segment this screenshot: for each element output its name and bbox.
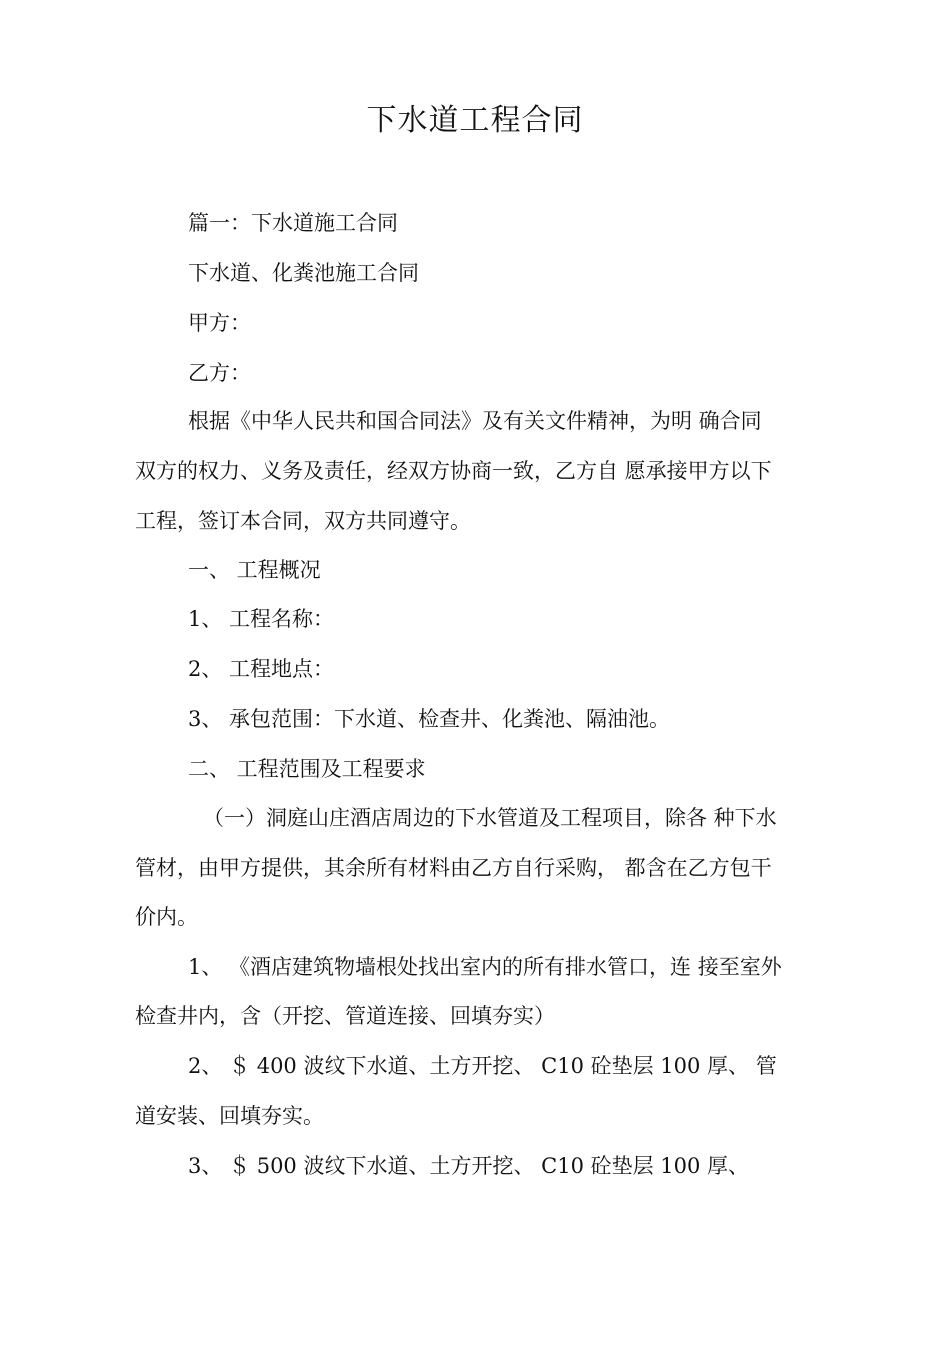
paragraph-line: （一）洞庭山庄酒店周边的下水管道及工程项目，除各 种下水: [203, 806, 777, 830]
section-heading: 二、 工程范围及工程要求: [188, 757, 426, 781]
document-title: 下水道工程合同: [366, 103, 584, 138]
paragraph-line: 道安装、回填夯实。: [135, 1104, 324, 1128]
numbered-item: 2、 ＄ 400 波纹下水道、土方开挖、 C10 砼垫层 100 厚、 管: [188, 1054, 777, 1078]
party-a-line: 甲方：: [188, 311, 251, 335]
paragraph-line: 价内。: [135, 905, 198, 929]
contract-subtitle: 下水道、化粪池施工合同: [188, 261, 419, 285]
paragraph-line: 工程，签订本合同，双方共同遵守。: [135, 509, 471, 533]
party-b-line: 乙方：: [188, 361, 251, 385]
paragraph-line: 管材，由甲方提供，其余所有材料由乙方自行采购， 都含在乙方包干: [135, 856, 772, 880]
section-heading: 篇一：下水道施工合同: [188, 211, 398, 235]
numbered-item: 2、 工程地点：: [188, 657, 335, 681]
numbered-item: 3、 ＄ 500 波纹下水道、土方开挖、 C10 砼垫层 100 厚、: [188, 1154, 750, 1178]
paragraph-line: 双方的权力、义务及责任，经双方协商一致，乙方自 愿承接甲方以下: [135, 459, 772, 483]
numbered-item: 1、 工程名称：: [188, 607, 335, 631]
section-heading: 一、 工程概况: [188, 558, 321, 582]
numbered-item: 3、 承包范围：下水道、检查井、化粪池、隔油池。: [188, 707, 671, 731]
numbered-item: 1、 《酒店建筑物墙根处找出室内的所有排水管口，连 接至室外: [188, 955, 782, 979]
paragraph-line: 根据《中华人民共和国合同法》及有关文件精神，为明 确合同: [188, 409, 762, 433]
paragraph-line: 检查井内，含（开挖、管道连接、回填夯实）: [135, 1004, 555, 1028]
